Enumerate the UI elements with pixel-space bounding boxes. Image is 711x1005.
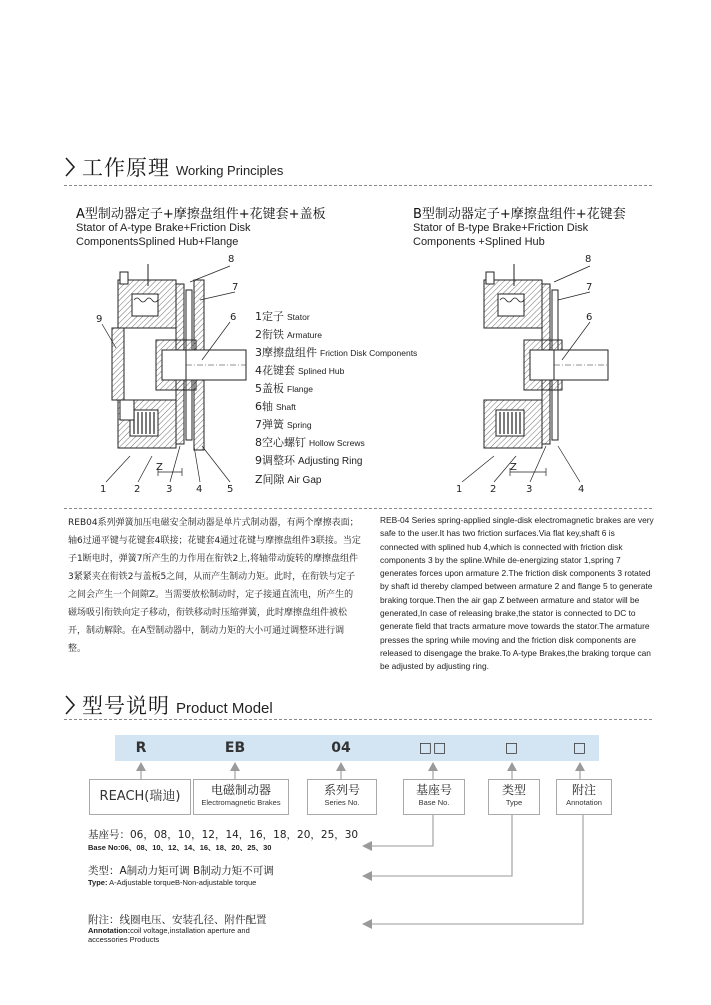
b-type-subtitle-1: Stator of B-type Brake+Friction Disk (413, 222, 589, 234)
section-title-zh: 型号说明 (82, 694, 170, 718)
section-title-en: Product Model (176, 700, 273, 717)
b-label-2: 2 (490, 484, 497, 495)
legend-item: 1定子 Stator (255, 310, 310, 323)
code-type: □ (504, 740, 520, 756)
base-note-en: Base No:06、08、10、12、14、16、18、20、25、30 (88, 843, 272, 852)
b-type-subtitle-2: Components +Splined Hub (413, 236, 545, 248)
section-title-zh: 工作原理 (82, 156, 170, 180)
a-label-4: 4 (196, 484, 203, 495)
b-label-z: Z (510, 462, 517, 473)
a-label-7: 7 (232, 282, 239, 293)
b-label-6: 6 (586, 312, 593, 323)
a-label-2: 2 (134, 484, 141, 495)
label-electromagnetic-brakes: 电磁制动器 Electromagnetic Brakes (193, 779, 289, 815)
label-base-no: 基座号 Base No. (403, 779, 465, 815)
base-note-zh: 基座号：06，08，10，12，14，16，18，20，25，30 (88, 829, 359, 841)
a-label-1: 1 (100, 484, 107, 495)
b-label-7: 7 (586, 282, 593, 293)
label-type: 类型 Type (488, 779, 540, 815)
code-eb: EB (224, 740, 246, 756)
code-base: □□ (418, 740, 448, 756)
a-label-8: 8 (228, 254, 235, 265)
type-note-en: Type: A-Adjustable torqueB-Non-adjustable torque (88, 878, 257, 887)
label-annotation: 附注 Annotation (556, 779, 612, 815)
legend-item: 6轴 Shaft (255, 400, 296, 413)
a-label-6: 6 (230, 312, 237, 323)
b-label-4: 4 (578, 484, 585, 495)
a-type-subtitle-1: Stator of A-type Brake+Friction Disk (76, 222, 251, 234)
description-zh: REB04系列弹簧加压电磁安全制动器是单片式制动器，有两个摩擦表面；轴6过通平键与花键套4联接；花键套4通过花键与摩擦盘组件3联接。当定子1断电时，弹簧7所产生的力作用在衔铁2上,将轴带动旋转的摩擦盘组件3紧紧夹在衔铁2与盖板5之间，从而产生制动力矩。此时，在衔铁与定子之间会产生一个间隙Z。当需要放松制动时，定子接通直流电，所产生的磁场吸引衔铁向定子移动，衔铁移动时压缩弹簧，此时摩擦盘组件被松开，制动解除。在A型制动器中，制动力矩的大小可通过调整环进行调整。 (68, 518, 361, 654)
legend-item: Z间隙 Air Gap (255, 473, 322, 486)
label-series-no: 系列号 Series No. (307, 779, 377, 815)
a-label-3: 3 (166, 484, 173, 495)
label-reach: REACH(瑞迪) (89, 779, 191, 815)
b-label-8: 8 (585, 254, 592, 265)
b-type-title: B型制动器定子+摩擦盘组件+花键套 (413, 207, 626, 222)
annotation-note-zh: 附注：线圈电压、安装孔径、附件配置 (88, 914, 267, 926)
a-type-title: A型制动器定子+摩擦盘组件+花键套+盖板 (76, 207, 326, 222)
legend-item: 4花键套 Splined Hub (255, 364, 345, 377)
type-note-zh: 类型：A制动力矩可调 B制动力矩不可调 (88, 865, 274, 877)
a-label-5: 5 (227, 484, 234, 495)
legend-item: 2衔铁 Armature (255, 328, 322, 341)
description-en: REB-04 Series spring-applied single-disk electromagnetic brakes are very safe to the user.It has two friction surfaces.Via flat key,shaft 6 is connected with splined hub 4,which is connected with friction disk components 3 by the spline.While de-energizing stator 1,spring 7 generates forces upon armature 2.The friction disk components 3 rotated by shaft id thereby clamped between armature 2 and flange 5 to generate braking torque.Then the air gap Z between armature and stator will be generated,In case of releasing brake,the stator is connected to DC to generate field that tracts armature move towards the stator.The armature presses the spring while moving and the friction disk components are released to disengage the brake.To A-type Brakes,the braking torque can be adjusted by adjusting ring. (380, 515, 654, 672)
annotation-note-en: Annotation:coil voltage,installation aperture and accessories Products (88, 926, 250, 944)
b-label-3: 3 (526, 484, 533, 495)
code-r: R (135, 740, 147, 756)
a-label-z: Z (156, 462, 163, 473)
legend-item: 9调整环 Adjusting Ring (255, 454, 363, 467)
legend-item: 7弹簧 Spring (255, 418, 312, 431)
section-title-en: Working Principles (176, 163, 284, 178)
b-label-1: 1 (456, 484, 463, 495)
code-series: 04 (331, 740, 351, 756)
a-type-subtitle-2: ComponentsSplined Hub+Flange (76, 236, 239, 248)
code-annotation: □ (572, 740, 588, 756)
legend-item: 5盖板 Flange (255, 382, 313, 395)
legend-item: 3摩擦盘组件 Friction Disk Components (255, 346, 418, 359)
legend-item: 8空心螺钉 Hollow Screws (255, 436, 365, 449)
a-label-9: 9 (96, 314, 103, 325)
